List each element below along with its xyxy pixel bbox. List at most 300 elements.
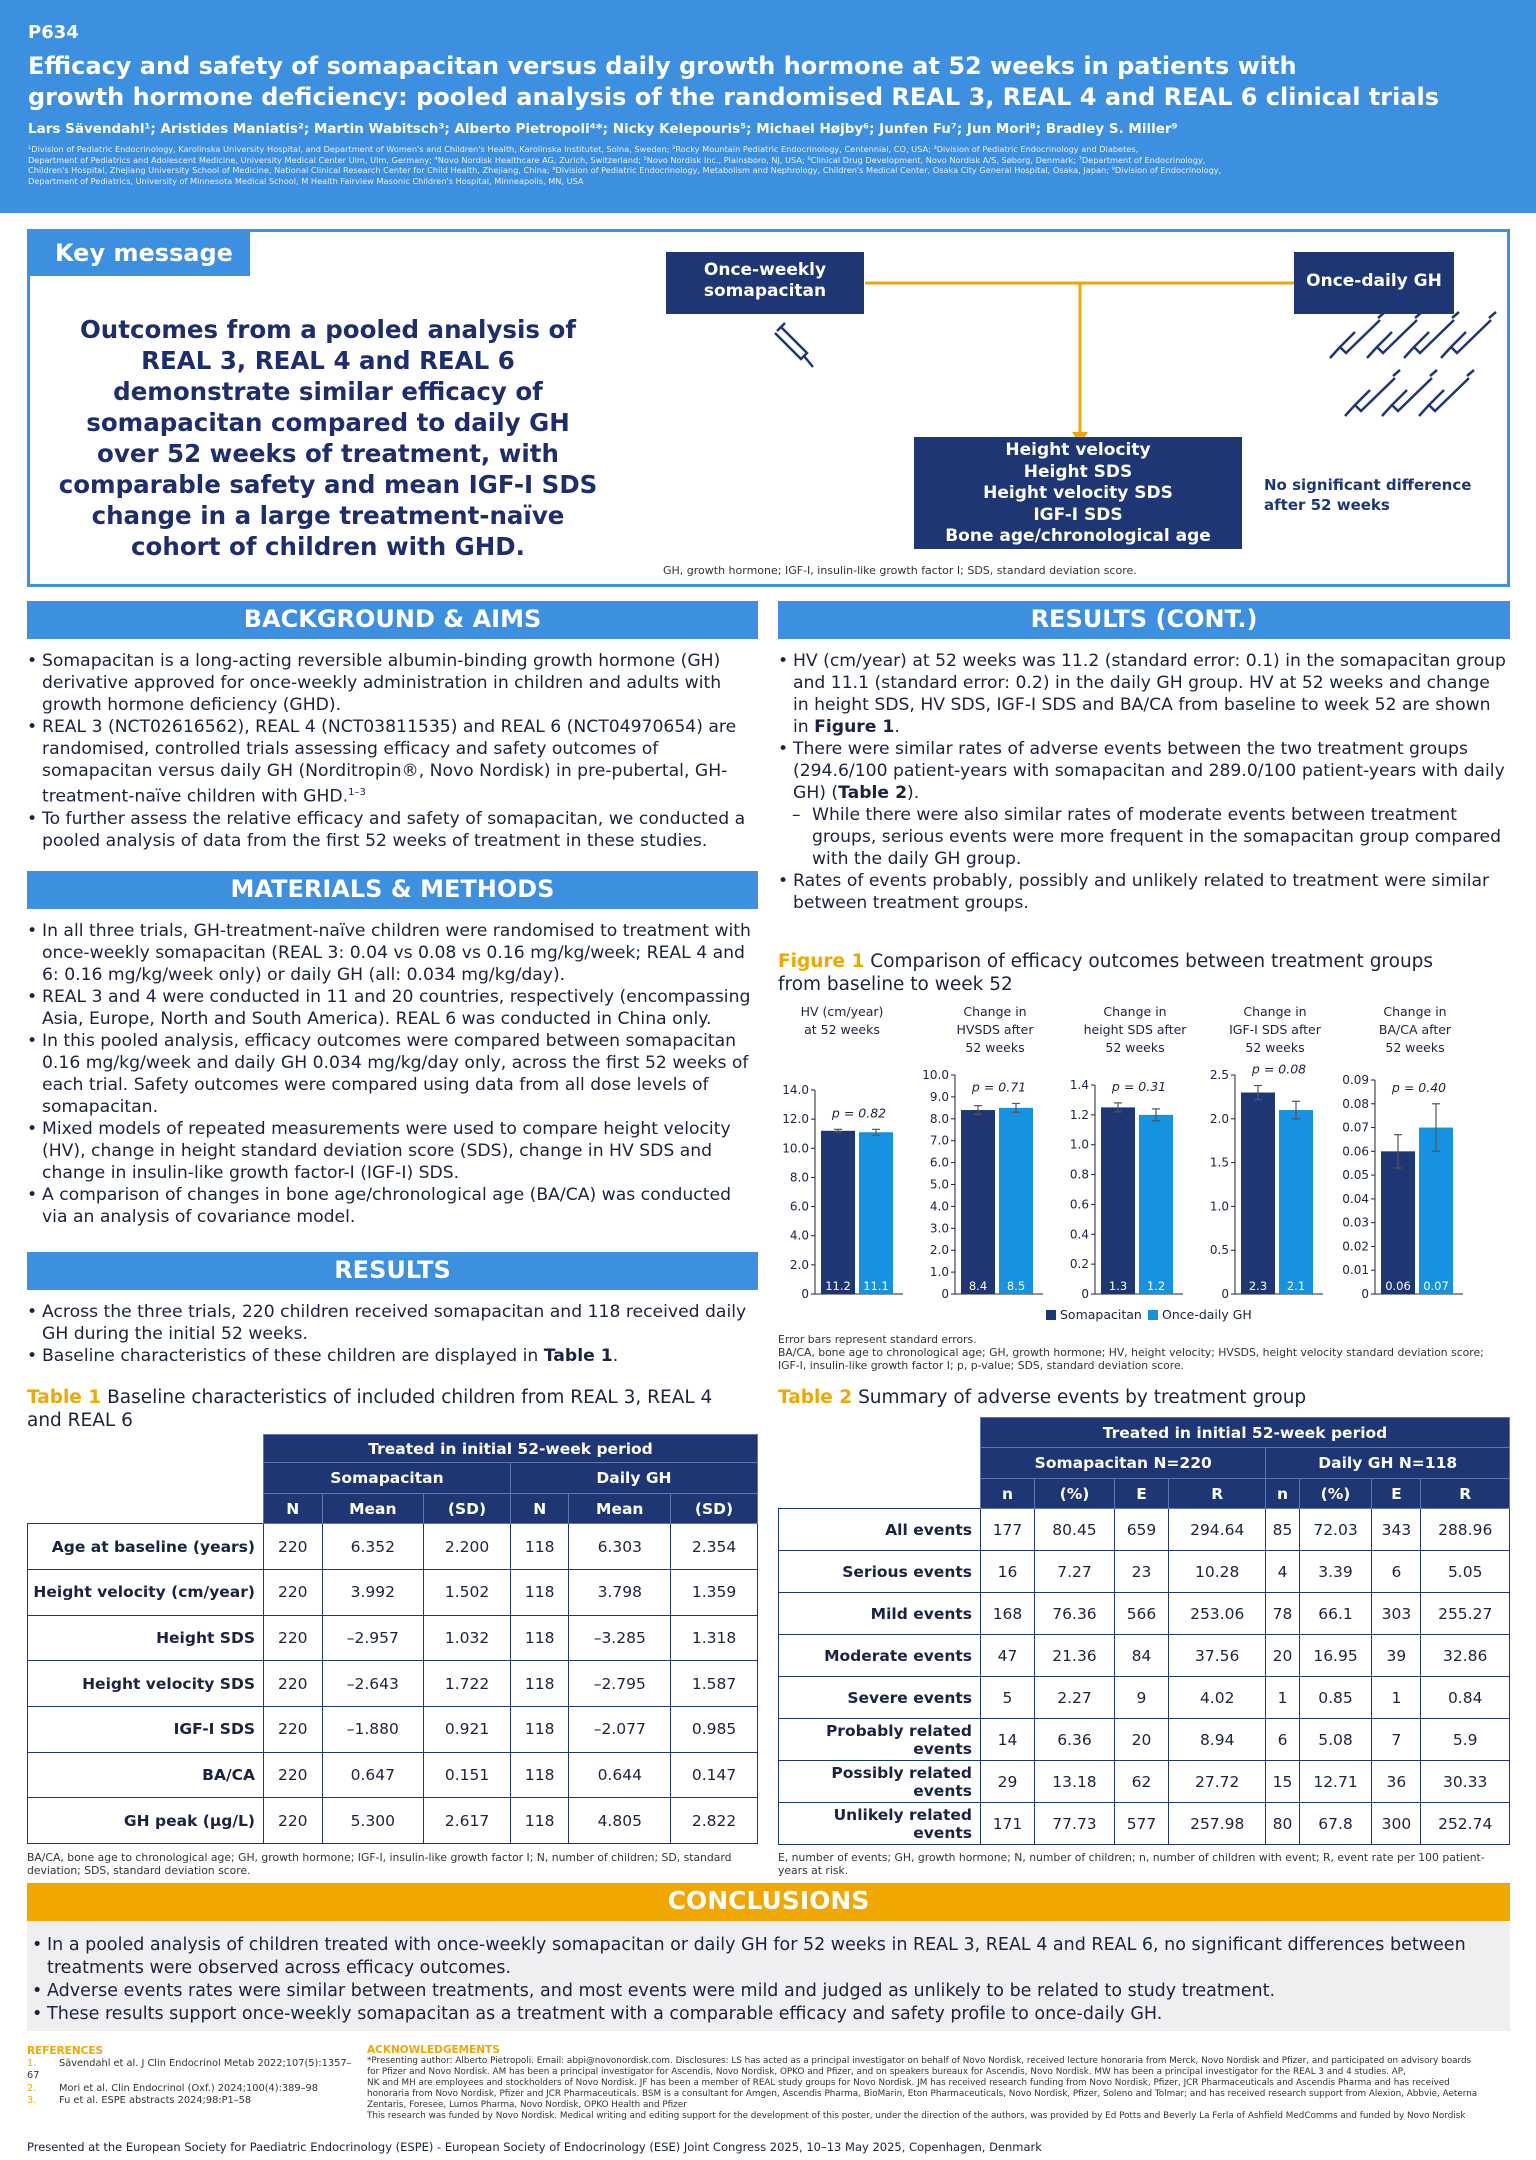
- y-tick-label: 2.0: [789, 1257, 809, 1272]
- ref-number: 1.: [27, 2057, 37, 2069]
- list-item: • Mixed models of repeated measurements were used to compare height velocity (HV), change in height standard deviation score (SDS), change in HV SDS and change in insulin-like growth factor-I (IGF-I) SDS.: [27, 1118, 758, 1184]
- table-cell: 118: [510, 1798, 569, 1844]
- table2-footnote: E, number of events; GH, growth hormone; N, number of children; n, number of children with event; R, event rate per 100 patient-years at risk.: [778, 1851, 1485, 1877]
- table-row: [779, 1551, 1510, 1593]
- list-item: – While there were also similar rates of moderate events between treatment groups, serious events were more frequent in the somapacitan group compared with the daily GH group.: [778, 804, 1510, 870]
- table-cell: –3.285: [569, 1615, 671, 1661]
- table-cell: 118: [510, 1524, 569, 1570]
- row-label: GH peak (µg/L): [28, 1798, 264, 1844]
- list-item: [778, 650, 1510, 738]
- panel-title: 52 weeks: [1385, 1040, 1445, 1055]
- table-row: [779, 1761, 1510, 1803]
- row-label: Moderate events: [779, 1635, 981, 1677]
- table-cell: 0.921: [424, 1706, 511, 1752]
- affiliations: [28, 144, 1508, 186]
- table-cell: –2.643: [322, 1661, 424, 1707]
- y-tick-label: 14.0: [782, 1083, 809, 1097]
- ack-heading: ACKNOWLEDGEMENTS: [367, 2044, 500, 2056]
- table-cell: 2.354: [671, 1524, 758, 1570]
- ref-text: Sävendahl et al. J Clin Endocrinol Metab 2022;107(5):1357–67: [27, 2057, 352, 2081]
- column-header: R: [1168, 1479, 1265, 1509]
- table-corner: [28, 1463, 264, 1493]
- bar: [1381, 1151, 1415, 1294]
- row-label: Mild events: [779, 1593, 981, 1635]
- list-item: • Adverse events rates were similar between treatments, and most events were mild and judged as unlikely to be related to study treatment.: [32, 1980, 1502, 2003]
- column-header: Mean: [322, 1493, 424, 1523]
- table-row: [28, 1752, 758, 1798]
- table-cell: 80: [1266, 1803, 1299, 1845]
- panel-title: Change in: [963, 1004, 1027, 1019]
- legend-label: Somapacitan: [1060, 1307, 1142, 1322]
- bullet-text: Baseline characteristics of these children are displayed in: [42, 1346, 544, 1366]
- ref-number: 2.: [27, 2082, 37, 2094]
- background-list: [27, 650, 758, 852]
- table-cell: –2.795: [569, 1661, 671, 1707]
- bar-value-label: 1.2: [1146, 1279, 1166, 1293]
- row-label: Severe events: [779, 1677, 981, 1719]
- bar: [1279, 1110, 1313, 1294]
- bar: [961, 1110, 995, 1294]
- figure1-caption: [778, 950, 1478, 996]
- ack-line: *Presenting author: Alberto Pietropoli. Email: abpi@novonordisk.com. Disclosures: LS has acted as a principal investigator on behalf of Novo Nordisk, received lecture honoraria from Merck, Novo Nordisk and Pfizer, and participated on advisory boards: [367, 2056, 1472, 2066]
- list-item: [27, 716, 758, 808]
- list-item: • In all three trials, GH-treatment-naïve children were randomised to treatment with once-weekly somapacitan (REAL 3: 0.04 vs 0.08 vs 0.16 mg/kg/week; REAL 4 and 6: 0.16 mg/kg/week only) or daily GH (all: 0.034 mg/kg/day).: [27, 920, 758, 986]
- table-cell: 118: [510, 1569, 569, 1615]
- table-cell: 118: [510, 1661, 569, 1707]
- table-cell: 3.798: [569, 1569, 671, 1615]
- y-tick-label: 0: [801, 1287, 809, 1301]
- y-tick-label: 10.0: [922, 1068, 949, 1082]
- table-cell: 0.151: [424, 1752, 511, 1798]
- table-cell: 1.032: [424, 1615, 511, 1661]
- y-tick-label: 2.5: [1209, 1068, 1229, 1082]
- table-cell: 47: [981, 1635, 1035, 1677]
- bar-value-label: 2.3: [1248, 1279, 1268, 1293]
- results-list: [27, 1301, 758, 1367]
- table-cell: 16.95: [1299, 1635, 1372, 1677]
- y-tick-label: 0.06: [1342, 1144, 1369, 1159]
- p-value: p = 0.31: [1111, 1078, 1167, 1094]
- outcome-item: Height velocity: [1005, 440, 1151, 460]
- bar-value-label: 8.5: [1006, 1279, 1026, 1293]
- y-tick-label: 0.03: [1342, 1215, 1369, 1230]
- table-cell: 303: [1372, 1593, 1421, 1635]
- column-header: E: [1372, 1479, 1421, 1509]
- ack-line: honoraria from Novo Nordisk, Pfizer and JCR Pharmaceuticals. BSM is a consultant for Amgen, Ascendis Pharma, BioMarin, Eton Pharmaceuticals, Novo Nordisk, Pfizer, Soleno and Tolmar; and has received research support from Alexion, Abbvie, Aeterna: [367, 2089, 1478, 2099]
- table-cell: 72.03: [1299, 1509, 1372, 1551]
- y-tick-label: 5.0: [929, 1177, 949, 1192]
- table-row: [28, 1615, 758, 1661]
- table-cell: 118: [510, 1706, 569, 1752]
- row-label: All events: [779, 1509, 981, 1551]
- bullet-text: .: [612, 1346, 619, 1366]
- table-row: [779, 1803, 1510, 1845]
- row-label: Height velocity (cm/year): [28, 1569, 264, 1615]
- table-cell: 577: [1115, 1803, 1169, 1845]
- table-cell: 39: [1372, 1635, 1421, 1677]
- table-cell: 20: [1266, 1635, 1299, 1677]
- table-cell: 1: [1372, 1677, 1421, 1719]
- table-cell: 67.8: [1299, 1803, 1372, 1845]
- y-tick-label: 2.0: [1209, 1111, 1229, 1126]
- table-cell: 27.72: [1168, 1761, 1265, 1803]
- bullet-text: HV (cm/year) at 52 weeks was 11.2 (standard error: 0.1) in the somapacitan group and 11.1 (standard error: 0.2) in the daily GH group. HV at 52 weeks and change: [793, 651, 1506, 693]
- table-cell: 220: [264, 1569, 323, 1615]
- results-cont-heading: RESULTS (CONT.): [778, 601, 1510, 639]
- table-cell: 4.805: [569, 1798, 671, 1844]
- table-cell: –2.077: [569, 1706, 671, 1752]
- outcome-item: Height SDS: [1023, 461, 1133, 482]
- poster-code: P634: [28, 22, 79, 43]
- bar: [1419, 1128, 1453, 1294]
- authors: Lars Sävendahl¹; Aristides Maniatis²; Martin Wabitsch³; Alberto Pietropoli⁴*; Nicky Kelepouris⁵; Michael Højby⁶; Junfen Fu⁷; Jun Mori⁸; Bradley S. Miller⁹: [28, 121, 1178, 137]
- y-tick-label: 6.0: [789, 1199, 809, 1214]
- bar-value-label: 1.3: [1108, 1279, 1128, 1293]
- table-corner: [779, 1448, 981, 1479]
- reference-item: [27, 2095, 357, 2108]
- table-cell: 77.73: [1034, 1803, 1114, 1845]
- figure1-chart: [778, 1000, 1510, 1330]
- pen-icon: [1404, 312, 1459, 358]
- key-message-tab: Key message: [30, 232, 250, 276]
- panel-title: Change in: [1243, 1004, 1307, 1019]
- table-cell: 9: [1115, 1677, 1169, 1719]
- table-row: [28, 1706, 758, 1752]
- table-cell: 21.36: [1034, 1635, 1114, 1677]
- table-cell: 220: [264, 1706, 323, 1752]
- panel-title: 52 weeks: [965, 1040, 1025, 1055]
- table-cell: 220: [264, 1615, 323, 1661]
- y-tick-label: 1.0: [1209, 1199, 1229, 1214]
- figure-ref: Figure 1: [814, 717, 895, 737]
- table-cell: 84: [1115, 1635, 1169, 1677]
- title-line-1: Efficacy and safety of somapacitan versus daily growth hormone at 52 weeks in patients with: [28, 52, 1297, 80]
- y-tick-label: 0: [1221, 1287, 1229, 1301]
- table-cell: 0.647: [322, 1752, 424, 1798]
- table-cell: 0.147: [671, 1752, 758, 1798]
- y-tick-label: 2.0: [929, 1243, 949, 1258]
- p-value: p = 0.08: [1251, 1061, 1307, 1077]
- table-header: Daily GH N=118: [1266, 1448, 1510, 1479]
- list-item: • In a pooled analysis of children treated with once-weekly somapacitan or daily GH for 52 weeks in REAL 3, REAL 4 and REAL 6, no significant differences between treatments were observed across efficacy outcomes.: [32, 1934, 1502, 1980]
- y-tick-label: 0.8: [1069, 1167, 1089, 1182]
- footnote-line: Error bars represent standard errors.: [778, 1333, 977, 1346]
- table-cell: 16: [981, 1551, 1035, 1593]
- conclusions-list: [32, 1934, 1502, 2026]
- panel-title: Change in: [1383, 1004, 1447, 1019]
- methods-heading: MATERIALS & METHODS: [27, 871, 758, 909]
- pen-icon: [775, 323, 813, 367]
- y-tick-label: 0.6: [1069, 1197, 1089, 1212]
- pen-icon: [1441, 312, 1496, 358]
- table2: [778, 1417, 1510, 1845]
- table-cell: 6: [1266, 1719, 1299, 1761]
- table-cell: 2.822: [671, 1798, 758, 1844]
- panel-title: HV (cm/year): [800, 1004, 884, 1019]
- y-tick-label: 1.2: [1069, 1107, 1089, 1122]
- table-cell: 3.992: [322, 1569, 424, 1615]
- table-cell: 13.18: [1034, 1761, 1114, 1803]
- bar: [1241, 1093, 1275, 1294]
- y-tick-label: 0.05: [1342, 1168, 1369, 1183]
- table-cell: 32.86: [1421, 1635, 1510, 1677]
- results-heading: RESULTS: [27, 1252, 758, 1290]
- acknowledgements: [367, 2045, 1510, 2122]
- key-message-text: Outcomes from a pooled analysis of REAL 3, REAL 4 and REAL 6 demonstrate similar efficacy of somapacitan compared to daily GH over 52 weeks of treatment, with comparable safety and mean IGF-I SDS change in a large treatment-naïve cohort of children with GHD.: [58, 315, 598, 561]
- row-label: Height SDS: [28, 1615, 264, 1661]
- table-row: [779, 1677, 1510, 1719]
- ack-line: for Pfizer and Novo Nordisk. AM has been a principal investigator for Ascendis, Novo Nordisk, OPKO and Pfizer, and on speakers bureaux for Ascendis, Novo Nordisk. MW has been a principal investigator for the REAL 3 and 4 studies. AP,: [367, 2067, 1406, 2077]
- table-cell: 1.587: [671, 1661, 758, 1707]
- bar-value-label: 2.1: [1286, 1279, 1306, 1293]
- pen-icon: [1419, 370, 1474, 416]
- y-tick-label: 7.0: [929, 1133, 949, 1148]
- y-tick-label: 0.4: [1069, 1227, 1089, 1242]
- figure1-label: Figure 1: [778, 951, 865, 972]
- table-cell: 12.71: [1299, 1761, 1372, 1803]
- table-cell: 76.36: [1034, 1593, 1114, 1635]
- table-cell: 5.05: [1421, 1551, 1510, 1593]
- p-value: p = 0.82: [831, 1105, 887, 1121]
- table1-caption: [27, 1386, 727, 1432]
- pen-icon: [1382, 370, 1437, 416]
- table-header: Somapacitan: [264, 1463, 511, 1493]
- y-tick-label: 0: [1361, 1287, 1369, 1301]
- table-cell: 7: [1372, 1719, 1421, 1761]
- table-cell: 171: [981, 1803, 1035, 1845]
- table-corner: [779, 1418, 981, 1448]
- table2-caption-text: Summary of adverse events by treatment group: [858, 1387, 1307, 1408]
- ack-line: NK and MH are employees and stockholders of Novo Nordisk. JF has been a member of REAL study groups for Novo Nordisk. JM has received research funding from Novo Nordisk, Pfizer, JCR Pharmaceuticals and Ascendis Pharma and has received: [367, 2078, 1450, 2088]
- y-tick-label: 0: [1081, 1287, 1089, 1301]
- table-corner: [28, 1435, 264, 1463]
- footer-text: Presented at the European Society for Paediatric Endocrinology (ESPE) - European Society of Endocrinology (ESE) Joint Congress 2025, 10–13 May 2025, Copenhagen, Denmark: [27, 2140, 1042, 2154]
- y-tick-label: 3.0: [929, 1221, 949, 1236]
- table-cell: 80.45: [1034, 1509, 1114, 1551]
- table-cell: 29: [981, 1761, 1035, 1803]
- poster-title: [28, 51, 1508, 113]
- table-row: [779, 1719, 1510, 1761]
- list-item: • Across the three trials, 220 children received somapacitan and 118 received daily GH during the initial 52 weeks.: [27, 1301, 758, 1345]
- panel-title: 52 weeks: [1105, 1040, 1165, 1055]
- table-cell: 257.98: [1168, 1803, 1265, 1845]
- table-row: [28, 1569, 758, 1615]
- row-label: Age at baseline (years): [28, 1524, 264, 1570]
- list-item: • In this pooled analysis, efficacy outcomes were compared between somapacitan 0.16 mg/kg/week and daily GH 0.034 mg/kg/day only, across the first 52 weeks of each trial. Safety outcomes were compared using data from all dose levels of somapacitan.: [27, 1030, 758, 1118]
- table-cell: 8.94: [1168, 1719, 1265, 1761]
- y-tick-label: 9.0: [929, 1089, 949, 1104]
- table-cell: 0.985: [671, 1706, 758, 1752]
- table-cell: 343: [1372, 1509, 1421, 1551]
- citation-sup: 1–3: [348, 787, 366, 798]
- panel-title: Change in: [1103, 1004, 1167, 1019]
- column-header: N: [264, 1493, 323, 1523]
- table-cell: 23: [1115, 1551, 1169, 1593]
- table-cell: 30.33: [1421, 1761, 1510, 1803]
- column-header: (SD): [424, 1493, 511, 1523]
- table-cell: –2.957: [322, 1615, 424, 1661]
- y-tick-label: 0.2: [1069, 1257, 1089, 1272]
- bar: [1139, 1115, 1173, 1294]
- column-header: n: [981, 1479, 1035, 1509]
- table-row: [779, 1635, 1510, 1677]
- table2-label: Table 2: [778, 1387, 853, 1408]
- table-cell: 294.64: [1168, 1509, 1265, 1551]
- table-cell: 566: [1115, 1593, 1169, 1635]
- table-cell: 252.74: [1421, 1803, 1510, 1845]
- table-cell: 220: [264, 1752, 323, 1798]
- table-cell: 6.303: [569, 1524, 671, 1570]
- methods-list: [27, 920, 758, 1228]
- table-cell: 1.502: [424, 1569, 511, 1615]
- column-header: (%): [1034, 1479, 1114, 1509]
- bar: [859, 1132, 893, 1294]
- p-value: p = 0.40: [1391, 1079, 1447, 1095]
- bullet-text: in height SDS, HV SDS, IGF-I SDS and BA/CA from baseline to week 52 are shown in: [793, 695, 1491, 737]
- conclusions-panel: [27, 1921, 1510, 2031]
- table-cell: 5.08: [1299, 1719, 1372, 1761]
- table-corner: [779, 1479, 981, 1509]
- table2-caption: [778, 1386, 1478, 1409]
- bar-value-label: 8.4: [968, 1279, 988, 1293]
- key-message-panel: [27, 229, 1510, 587]
- row-label: Unlikely related events: [779, 1803, 981, 1845]
- ref-text: Mori et al. Clin Endocrinol (Oxf.) 2024;100(4):389–98: [59, 2082, 318, 2094]
- panel-title: IGF-I SDS after: [1229, 1022, 1321, 1037]
- table-cell: 659: [1115, 1509, 1169, 1551]
- table-cell: 36: [1372, 1761, 1421, 1803]
- list-item: • Rates of events probably, possibly and unlikely related to treatment were similar between treatment groups.: [778, 870, 1510, 914]
- references: [27, 2045, 357, 2108]
- list-item: • REAL 3 and 4 were conducted in 11 and 20 countries, respectively (encompassing Asia, Europe, North and South America). REAL 6 was conducted in China only.: [27, 986, 758, 1030]
- column-header: Mean: [569, 1493, 671, 1523]
- table-cell: 118: [510, 1615, 569, 1661]
- row-label: IGF-I SDS: [28, 1706, 264, 1752]
- y-tick-label: 12.0: [782, 1112, 809, 1127]
- table-cell: 220: [264, 1798, 323, 1844]
- column-header: (SD): [671, 1493, 758, 1523]
- table-row: [28, 1798, 758, 1844]
- affil-line: Department of Pediatrics, University of Minnesota Medical School, M Health Fairview Masonic Children's Hospital, Minneapolis, MN, USA: [28, 175, 584, 186]
- table-row: [28, 1661, 758, 1707]
- figure1-caption-text: Comparison of efficacy outcomes between treatment groups from baseline to week 52: [778, 951, 1434, 995]
- table-cell: 0.85: [1299, 1677, 1372, 1719]
- bar-value-label: 0.06: [1385, 1279, 1411, 1293]
- table-cell: 6.352: [322, 1524, 424, 1570]
- ref-number: 3.: [27, 2095, 37, 2106]
- panel-title: height SDS after: [1083, 1022, 1187, 1037]
- legend-swatch: [1148, 1310, 1158, 1320]
- table-cell: –1.880: [322, 1706, 424, 1752]
- table-cell: 10.28: [1168, 1551, 1265, 1593]
- table-cell: 4.02: [1168, 1677, 1265, 1719]
- table-cell: 78: [1266, 1593, 1299, 1635]
- bar-value-label: 11.1: [863, 1279, 889, 1293]
- table-cell: 5.300: [322, 1798, 424, 1844]
- bar-value-label: 0.07: [1423, 1279, 1449, 1293]
- key-abbreviations: GH, growth hormone; IGF-I, insulin-like growth factor I; SDS, standard deviation score.: [663, 564, 1137, 577]
- table1-footnote: BA/CA, bone age to chronological age; GH, growth hormone; IGF-I, insulin-like growth factor I; N, number of children; SD, standard deviation; SDS, standard deviation score.: [27, 1851, 732, 1877]
- table-header: Somapacitan N=220: [981, 1448, 1266, 1479]
- column-header: R: [1421, 1479, 1510, 1509]
- y-tick-label: 1.0: [929, 1265, 949, 1280]
- table-cell: 0.84: [1421, 1677, 1510, 1719]
- ack-line: This research was funded by Novo Nordisk. Medical writing and editing support for the development of this poster, under the direction of the authors, was provided by Ed Potts and Beverly La Ferla of Ashfield MedComms and funded by Novo Nordisk: [367, 2111, 1466, 2121]
- column-header: N: [510, 1493, 569, 1523]
- table-cell: 37.56: [1168, 1635, 1265, 1677]
- table-row: [779, 1509, 1510, 1551]
- table-cell: 1.318: [671, 1615, 758, 1661]
- y-tick-label: 0.08: [1342, 1096, 1369, 1111]
- column-header: n: [1266, 1479, 1299, 1509]
- table-cell: 2.27: [1034, 1677, 1114, 1719]
- table-cell: 2.200: [424, 1524, 511, 1570]
- column-header: E: [1115, 1479, 1169, 1509]
- table-cell: 288.96: [1421, 1509, 1510, 1551]
- table-cell: 253.06: [1168, 1593, 1265, 1635]
- list-item: • These results support once-weekly somapacitan as a treatment with a comparable efficacy and safety profile to once-daily GH.: [32, 2003, 1502, 2026]
- reference-item: [27, 2083, 357, 2096]
- footnote-line: IGF-I, insulin-like growth factor I; p, p-value; SDS, standard deviation score.: [778, 1359, 1185, 1372]
- table-cell: 62: [1115, 1761, 1169, 1803]
- table-cell: 14: [981, 1719, 1035, 1761]
- results-cont-list: [778, 650, 1510, 914]
- table-cell: 5.9: [1421, 1719, 1510, 1761]
- table-cell: 66.1: [1299, 1593, 1372, 1635]
- table-cell: 7.27: [1034, 1551, 1114, 1593]
- references-heading: REFERENCES: [27, 2045, 104, 2057]
- y-tick-label: 0.02: [1342, 1239, 1369, 1254]
- pen-icons-group: [1330, 312, 1496, 416]
- table-cell: 1.359: [671, 1569, 758, 1615]
- y-tick-label: 0.09: [1342, 1073, 1369, 1087]
- outcome-item: Height velocity SDS: [983, 483, 1173, 503]
- row-label: BA/CA: [28, 1752, 264, 1798]
- table-cell: 0.644: [569, 1752, 671, 1798]
- bar: [821, 1131, 855, 1294]
- table-ref: Table 1: [543, 1346, 613, 1366]
- y-tick-label: 0.04: [1342, 1191, 1369, 1206]
- table-cell: 6.36: [1034, 1719, 1114, 1761]
- y-tick-label: 0: [941, 1287, 949, 1301]
- table-cell: 2.617: [424, 1798, 511, 1844]
- bullet-text: There were similar rates of adverse events between the two treatment groups (294.6/100 patient-years with somapacitan and 289.0/100 patient-years with daily GH) (: [793, 739, 1505, 803]
- reference-item: [27, 2058, 357, 2083]
- table-cell: 20: [1115, 1719, 1169, 1761]
- bullet-text: ).: [907, 783, 920, 803]
- conclusions-heading: CONCLUSIONS: [27, 1883, 1510, 1921]
- outcome-item: Bone age/chronological age: [945, 526, 1211, 546]
- table-cell: 1: [1266, 1677, 1299, 1719]
- table-cell: 255.27: [1421, 1593, 1510, 1635]
- table-cell: 4: [1266, 1551, 1299, 1593]
- bar: [999, 1108, 1033, 1294]
- y-tick-label: 4.0: [789, 1228, 809, 1243]
- pen-icon: [1345, 370, 1400, 416]
- bullet-text: REAL 3 (NCT02616562), REAL 4 (NCT03811535) and REAL 6 (NCT04970654) are randomised, controlled trials assessing efficacy and safety outcomes of somapacitan versus daily GH (Norditropin®, Novo Nordisk) in pre-pubertal, GH-treatment-naïve children with GHD.: [42, 717, 737, 807]
- legend-swatch: [1046, 1310, 1056, 1320]
- table-header: Daily GH: [510, 1463, 757, 1493]
- table-row: [28, 1524, 758, 1570]
- table-cell: 6: [1372, 1551, 1421, 1593]
- no-significant-difference: No significant difference after 52 weeks: [1264, 476, 1472, 514]
- bullet-text: .: [894, 717, 900, 737]
- list-item: • A comparison of changes in bone age/chronological age (BA/CA) was conducted via an analysis of covariance model.: [27, 1184, 758, 1228]
- table-cell: 177: [981, 1509, 1035, 1551]
- list-item: • Somapacitan is a long-acting reversible albumin-binding growth hormone (GH) derivative approved for once-weekly administration in children and adults with growth hormone deficiency (GHD).: [27, 650, 758, 716]
- y-tick-label: 1.4: [1069, 1078, 1089, 1092]
- table-cell: 300: [1372, 1803, 1421, 1845]
